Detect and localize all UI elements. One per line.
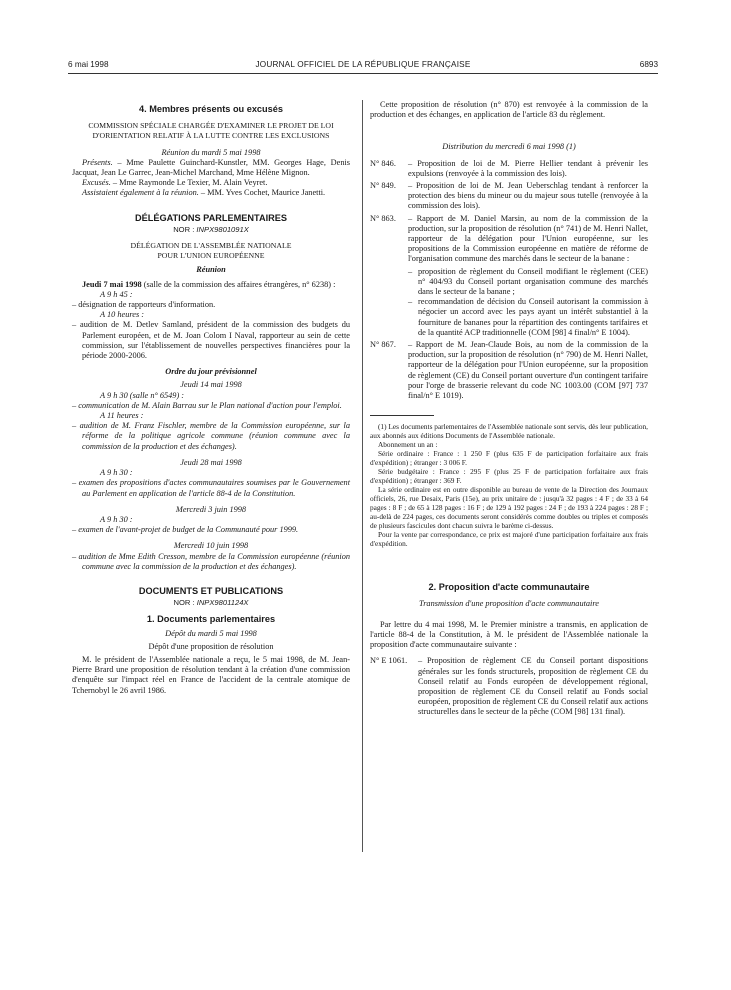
document-863-item-a: – proposition de règlement du Conseil modifiant le règlement (CEE) n° 404/93 du Conseil portant organisation commune des marchés dans le secteur de la banane ; bbox=[408, 266, 648, 297]
footnote-1: (1) Les documents parlementaires de l'Assemblée nationale sont servis, dès leur publication, aux abonnés aux éditions Documents de l'Assemblée nationale. bbox=[370, 422, 648, 441]
presents-label: Présents. bbox=[82, 157, 113, 167]
delegations-nor-code: INPX9801091X bbox=[196, 224, 249, 234]
journal-title: JOURNAL OFFICIEL DE LA RÉPUBLIQUE FRANÇAISE bbox=[255, 60, 471, 69]
odj-heading: Ordre du jour prévisionnel bbox=[165, 367, 257, 377]
excuses-label: Excusés. bbox=[82, 178, 111, 188]
doc-text-867: – Rapport de M. Jean-Claude Bois, au nom de la commission de la production, sur la proposition de résolution (n° 790) de M. Henri Nallet, rapporteur de la délégation pour l'Union européenne, sur la proposition de règlement (CE) du Conseil portant ouverture d'un contingent tarifaire pour l'orge de brasserie relevant du code NC 1003.00 (COM [97] 737 final/n° E 1019). bbox=[408, 340, 648, 401]
document-867 bbox=[370, 340, 648, 401]
left-column bbox=[72, 100, 350, 696]
agenda-item-4: – audition de M. Franz Fischler, membre de la Commission européenne, sur la réforme de la politique agricole commune (réunion commune avec la commission de la production et des échanges). bbox=[72, 421, 350, 451]
header-date: 6 mai 1998 bbox=[68, 60, 109, 69]
doc-number-e1061: N° E 1061. bbox=[370, 656, 408, 666]
column-divider bbox=[362, 100, 363, 852]
time-930-a: A 9 h 30 (salle n° 6549) : bbox=[100, 390, 185, 400]
page-number: 6893 bbox=[639, 60, 658, 69]
presents-paragraph bbox=[72, 158, 350, 178]
doc-863-a-text: proposition de règlement du Conseil modifiant le règlement (CEE) n° 404/93 du Conseil portant organisation commune des marchés dans le secteur de la banane ; bbox=[418, 266, 648, 297]
footnote-rule bbox=[370, 415, 434, 416]
agenda-item-2: – audition de M. Detlev Samland, président de la commission des budgets du Parlement européen, et de M. Joan Colom I Naval, rapporteur au sein de cette commission, sur l'établissement de nouvelles perspectives financières pour la période 2000-2006. bbox=[72, 320, 350, 361]
doc-text-846: – Proposition de loi de M. Pierre Hellier tendant à prévenir les expulsions (renvoyée à la commission des lois). bbox=[408, 158, 648, 178]
excuses-text: – Mme Raymonde Le Texier, M. Alain Veyret. bbox=[110, 178, 268, 188]
footnote-serie-budgetaire: Série budgétaire : France : 295 F (plus 25 F de participation forfaitaire aux frais d'expédition) ; étranger : 369 F. bbox=[370, 467, 648, 486]
agenda-item-6: – examen de l'avant-projet de budget de la Communauté pour 1999. bbox=[72, 525, 299, 535]
date-jeudi-28: Jeudi 28 mai 1998 bbox=[180, 457, 242, 467]
delegations-nor bbox=[72, 225, 350, 235]
document-846 bbox=[370, 159, 648, 179]
doc-text-e1061: – Proposition de règlement CE du Conseil portant dispositions générales sur les fonds structurels, proposition de règlement CE du Conseil relatif au Fonds européen de développement régional, proposition de règlement CE du Conseil relatif au Fonds social européen, proposition de règlement CE du Conseil relatif aux actions structurelles dans le secteur de la pêche (COM [98] 131 final). bbox=[418, 656, 648, 717]
footnote-serie-ordinaire: Série ordinaire : France : 1 250 F (plus 635 F de participation forfaitaire aux frais d'expédition) ; étranger : 3 006 F. bbox=[370, 449, 648, 468]
documents-title: DOCUMENTS ET PUBLICATIONS bbox=[138, 585, 284, 596]
agenda-item-3: – communication de M. Alain Barrau sur le Plan national d'action pour l'emploi. bbox=[72, 400, 342, 410]
footnote-vente: La série ordinaire est en outre disponible au bureau de vente de la Direction des Journaux officiels, 26, rue Desaix, Paris (15e), au prix unitaire de : jusqu'à 32 pages : 4 F ; de 33 à 64 pages : 8 F ; de 65 à 128 pages : 16 F ; de 129 à 192 pages : 24 F ; de 193 à 224 pages : 28 F ; au-delà de 224 pages, ces documents seront considérés comme doubles ou triples et composés de plusieurs fascicules dont chacun suivra le barème ci-dessus. bbox=[370, 485, 648, 531]
right-column bbox=[370, 100, 648, 720]
commission-name: COMMISSION SPÉCIALE CHARGÉE D'EXAMINER LE PROJET DE LOI D'ORIENTATION RELATIF À LA LUTTE CONTRE LES EXCLUSIONS bbox=[88, 121, 334, 141]
agenda-item-5: – examen des propositions d'actes communautaires soumises par le Gouvernement au Parlement en application de l'article 88-4 de la Constitution. bbox=[72, 478, 350, 498]
header-rule bbox=[68, 73, 658, 74]
doc-number-863: N° 863. bbox=[370, 213, 396, 223]
doc-number-846: N° 846. bbox=[370, 158, 396, 168]
time-945: A 9 h 45 : bbox=[100, 289, 133, 299]
page-header bbox=[68, 60, 658, 72]
agenda-item-7: – audition de Mme Edith Cresson, membre de la Commission européenne (réunion commune avec la commission de la production et des échanges). bbox=[72, 551, 350, 571]
section-members-title: 4. Membres présents ou excusés bbox=[138, 104, 283, 114]
depot-date: Dépôt du mardi 5 mai 1998 bbox=[165, 628, 257, 638]
document-863 bbox=[370, 214, 648, 265]
reunion-date: Réunion du mardi 5 mai 1998 bbox=[161, 147, 261, 157]
footnote-abonnement: Abonnement un an : bbox=[378, 440, 438, 450]
document-863-item-b: – recommandation de décision du Conseil autorisant la commission à négocier un accord avec les pays ayant un intérêt substantiel à la fourniture de bananes pour la répartition des contingents tarifaires et de la quantité ACP traditionnelle (COM [98] 4 final/n° E 1004). bbox=[408, 297, 648, 337]
time-10h: A 10 heures : bbox=[100, 310, 145, 320]
agenda-item-1: – désignation de rapporteurs d'information. bbox=[72, 300, 216, 310]
time-930-c: A 9 h 30 : bbox=[100, 514, 133, 524]
doc-863-b-text: recommandation de décision du Conseil autorisant la commission à négocier un accord avec les pays ayant un intérêt substantiel à la fourniture de bananes pour la répartition des contingents tarifaires et de la quantité ACP traditionnelle (COM [98] 4 final/n° E 1004). bbox=[418, 297, 648, 337]
jeudi-paragraph bbox=[72, 280, 350, 290]
delegation-ue: DÉLÉGATION DE L'ASSEMBLÉE NATIONALE POUR L'UNION EUROPÉENNE bbox=[130, 241, 292, 261]
time-11h: A 11 heures : bbox=[100, 411, 144, 421]
jeudi-rest: (salle de la commission des affaires étrangères, n° 6238) : bbox=[141, 279, 336, 289]
doc-number-849: N° 849. bbox=[370, 181, 396, 191]
doc-text-863: – Rapport de M. Daniel Marsin, au nom de la commission de la production, sur la proposition de résolution (n° 741) de M. Henri Nallet, rapporteur de la délégation pour l'Union européenne, sur les propositions de la Commission européenne en matière de réforme de l'organisation commune des marchés dans le secteur de la banane : bbox=[408, 213, 648, 264]
documents-nor bbox=[72, 598, 350, 608]
transmission-heading: Transmission d'une proposition d'acte communautaire bbox=[419, 599, 599, 609]
assistaient-label: Assistaient également à la réunion. bbox=[82, 188, 199, 198]
section-documents-parlementaires: 1. Documents parlementaires bbox=[146, 614, 276, 625]
document-849 bbox=[370, 181, 648, 212]
documents-nor-code: INPX9801124X bbox=[196, 598, 249, 608]
distribution-heading: Distribution du mercredi 6 mai 1998 (1) bbox=[442, 142, 576, 152]
time-930-b: A 9 h 30 : bbox=[100, 468, 133, 478]
date-jeudi-14: Jeudi 14 mai 1998 bbox=[180, 380, 242, 390]
section-acte-communautaire: 2. Proposition d'acte communautaire bbox=[428, 582, 590, 593]
presents-text: – Mme Paulette Guinchard-Kunstler, MM. Georges Hage, Denis Jacquat, Jean Le Garrec, Jean-Michel Marchand, Mme Hélène Mignon. bbox=[72, 157, 350, 178]
lettre-paragraph: Par lettre du 4 mai 1998, M. le Premier ministre a transmis, en application de l'article 88-4 de la Constitution, à M. le président de l'Assemblée nationale la proposition d'acte communautaire suivante : bbox=[370, 619, 648, 650]
date-mercredi-3: Mercredi 3 juin 1998 bbox=[175, 504, 247, 514]
assistaient-paragraph bbox=[72, 188, 350, 198]
depot-text: M. le président de l'Assemblée nationale a reçu, le 5 mai 1998, de M. Jean-Pierre Brard une proposition de résolution tendant à la création d'une commission d'enquête sur l'impact réel en France de l'accident de la centrale atomique de Tchernobyl le 26 avril 1986. bbox=[72, 654, 350, 695]
document-e1061 bbox=[370, 656, 648, 717]
doc-text-849: – Proposition de loi de M. Jean Ueberschlag tendant à renforcer la protection des biens du mineur ou du majeur sous tutelle (renvoyée à la commission des lois). bbox=[408, 181, 648, 211]
excuses-paragraph bbox=[72, 178, 350, 188]
footnote bbox=[370, 422, 648, 548]
delegations-nor-label: NOR : bbox=[173, 224, 197, 234]
date-mercredi-10: Mercredi 10 juin 1998 bbox=[173, 541, 249, 551]
doc-number-867: N° 867. bbox=[370, 340, 396, 350]
jeudi-date: Jeudi 7 mai 1998 bbox=[82, 279, 142, 289]
delegations-title: DÉLÉGATIONS PARLEMENTAIRES bbox=[134, 212, 288, 223]
continuation-paragraph: Cette proposition de résolution (n° 870) est renvoyée à la commission de la production et des échanges, en application de l'article 83 du règlement. bbox=[370, 100, 648, 120]
assistaient-text: – MM. Yves Cochet, Maurice Janetti. bbox=[198, 188, 326, 198]
reunion-heading: Réunion bbox=[196, 265, 226, 275]
footnote-correspondance: Pour la vente par correspondance, ce prix est majoré d'une participation forfaitaire aux frais d'expédition. bbox=[370, 530, 648, 549]
documents-nor-label: NOR : bbox=[173, 598, 197, 608]
depot-subtitle: Dépôt d'une proposition de résolution bbox=[148, 641, 274, 651]
